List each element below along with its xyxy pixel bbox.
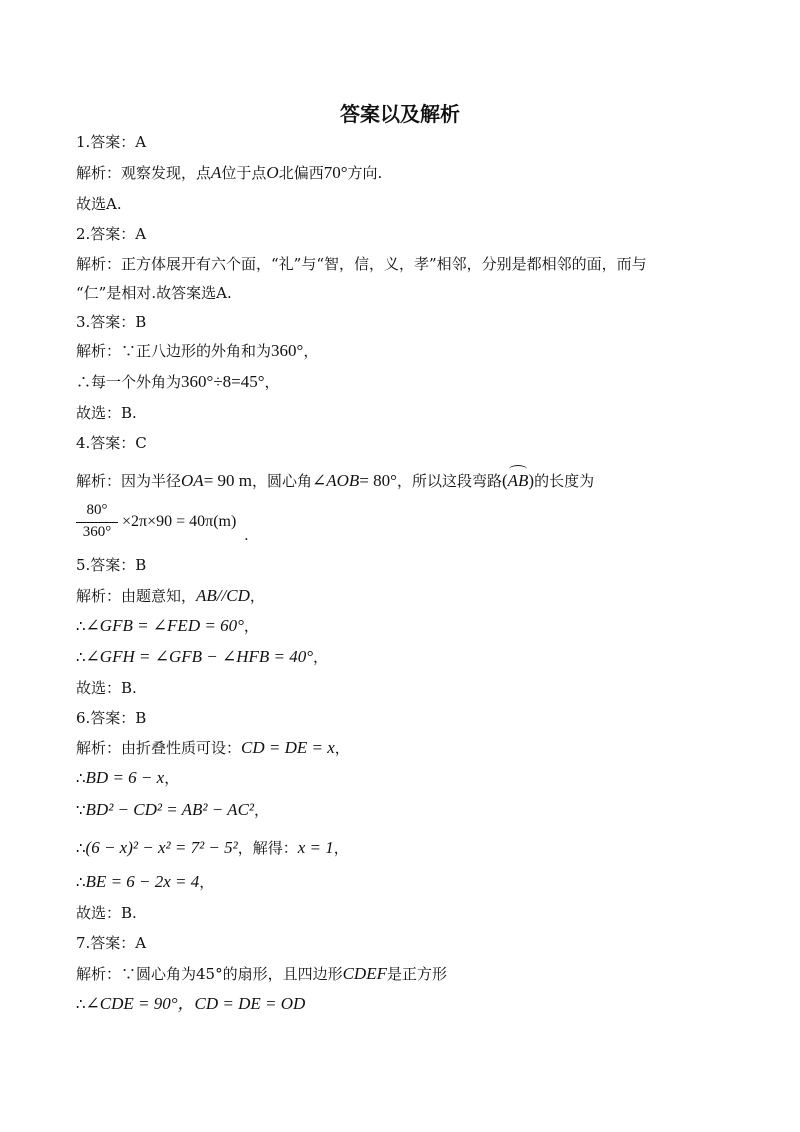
text: 解析：因为半径 bbox=[76, 472, 182, 490]
math: x = 1 bbox=[297, 838, 334, 857]
explanation-6-line-1 bbox=[76, 738, 350, 758]
explanation-2-line-2: “仁”是相对.故答案选A. bbox=[76, 284, 232, 302]
explanation-5-line-1 bbox=[76, 586, 265, 606]
text: ，解得： bbox=[237, 839, 298, 857]
text: ， bbox=[303, 342, 319, 360]
answer-7: 7.答案：A bbox=[76, 934, 147, 952]
because-symbol: ∵ bbox=[76, 801, 86, 819]
text: 解析：∵正八边形的外角和为 bbox=[76, 342, 272, 360]
therefore-symbol: ∴ bbox=[76, 648, 86, 666]
therefore-symbol: ∴ bbox=[76, 769, 86, 787]
text: ， bbox=[249, 587, 265, 605]
text: 北偏西 bbox=[278, 164, 324, 182]
text: 是正方形 bbox=[386, 965, 447, 983]
explanation-1 bbox=[76, 163, 382, 183]
arc-paren: ) bbox=[528, 471, 535, 490]
arc-mark bbox=[509, 465, 528, 474]
explanation-6-line-4 bbox=[76, 838, 349, 858]
answer-4: 4.答案：C bbox=[76, 434, 147, 452]
text: 解析：∵圆心角为45°的扇形，且四边形 bbox=[76, 965, 343, 983]
explanation-3-line-1 bbox=[76, 341, 318, 361]
text: ， bbox=[254, 801, 270, 819]
math: 70° bbox=[323, 163, 348, 182]
math: OA bbox=[181, 471, 204, 490]
explanation-5-line-3 bbox=[76, 647, 328, 667]
text: ， bbox=[334, 739, 350, 757]
answer-2: 2.答案：A bbox=[76, 225, 147, 243]
math: AB bbox=[507, 471, 529, 490]
math: ∠GFH = ∠GFB − ∠HFB = 40° bbox=[85, 647, 314, 666]
answer-1: 1.答案：A bbox=[76, 133, 147, 151]
text: 解析：由折叠性质可设： bbox=[76, 739, 242, 757]
text: 的长度为 bbox=[534, 472, 595, 490]
text: ， bbox=[264, 373, 280, 391]
math: = 80° bbox=[359, 471, 397, 490]
period: . bbox=[244, 527, 249, 544]
text: 方向. bbox=[347, 164, 383, 182]
math: A bbox=[211, 163, 222, 182]
text: ，所以这段弯路 bbox=[396, 472, 502, 490]
text: ， bbox=[333, 839, 349, 857]
page-title: 答案以及解析 bbox=[340, 102, 460, 126]
arc-ab bbox=[508, 471, 529, 491]
choice-3: 故选：B. bbox=[76, 404, 137, 422]
math: O bbox=[266, 163, 279, 182]
choice-6: 故选：B. bbox=[76, 904, 137, 922]
text: ， bbox=[243, 617, 259, 635]
math: AB//CD bbox=[196, 586, 250, 605]
choice-5: 故选：B. bbox=[76, 679, 137, 697]
therefore-symbol: ∴ bbox=[76, 617, 86, 635]
therefore-symbol: ∴ bbox=[76, 873, 86, 891]
math: ∠AOB bbox=[312, 471, 360, 490]
answer-3: 3.答案：B bbox=[76, 313, 147, 331]
text: ， bbox=[164, 769, 180, 787]
fraction-numerator: 80° bbox=[86, 502, 108, 518]
text: 解析：由题意知， bbox=[76, 587, 197, 605]
explanation-2-line-1: 解析：正方体展开有六个面，“礼”与“智，信，义，孝”相邻，分别是都相邻的面，而与 bbox=[76, 255, 647, 273]
math: ∠GFB = ∠FED = 60° bbox=[85, 616, 244, 635]
math: BD² − CD² = AB² − AC² bbox=[85, 800, 255, 819]
explanation-6-line-2 bbox=[76, 768, 179, 788]
therefore-symbol: ∴ bbox=[76, 839, 86, 857]
text: 解析：观察发现，点 bbox=[76, 164, 212, 182]
explanation-7-line-2 bbox=[76, 994, 305, 1014]
answer-6: 6.答案：B bbox=[76, 709, 147, 727]
explanation-6-line-5 bbox=[76, 872, 214, 892]
math: CDEF bbox=[342, 964, 387, 983]
text: ，圆心角 bbox=[252, 472, 313, 490]
text: ， bbox=[199, 873, 215, 891]
explanation-3-line-2 bbox=[76, 372, 280, 392]
fraction-denominator: 360° bbox=[82, 524, 112, 540]
explanation-4-line-1 bbox=[76, 471, 594, 491]
math: = 90 m bbox=[203, 471, 252, 490]
fraction-remainder bbox=[122, 513, 249, 544]
fraction-bar bbox=[76, 522, 118, 523]
math: (6 − x)² − x² = 7² − 5² bbox=[85, 838, 238, 857]
choice-1: 故选A. bbox=[76, 195, 122, 213]
text: ∴每一个外角为 bbox=[76, 373, 182, 391]
arc-paren: ( bbox=[501, 471, 508, 490]
math: ∠CDE = 90°，CD = DE = OD bbox=[85, 994, 306, 1013]
text: 位于点 bbox=[221, 164, 267, 182]
math: ×2π×90 = 40π(m) bbox=[122, 513, 237, 530]
explanation-5-line-2 bbox=[76, 616, 259, 636]
math: 360°÷8=45° bbox=[181, 372, 265, 391]
text: ， bbox=[313, 648, 329, 666]
explanation-7-line-1 bbox=[76, 964, 447, 984]
answer-5: 5.答案：B bbox=[76, 556, 147, 574]
math: BD = 6 − x bbox=[85, 768, 165, 787]
therefore-symbol: ∴ bbox=[76, 995, 86, 1013]
math: 360° bbox=[271, 341, 304, 360]
math: BE = 6 − 2x = 4 bbox=[85, 872, 200, 891]
math: CD = DE = x bbox=[241, 738, 335, 757]
explanation-6-line-3 bbox=[76, 800, 269, 820]
